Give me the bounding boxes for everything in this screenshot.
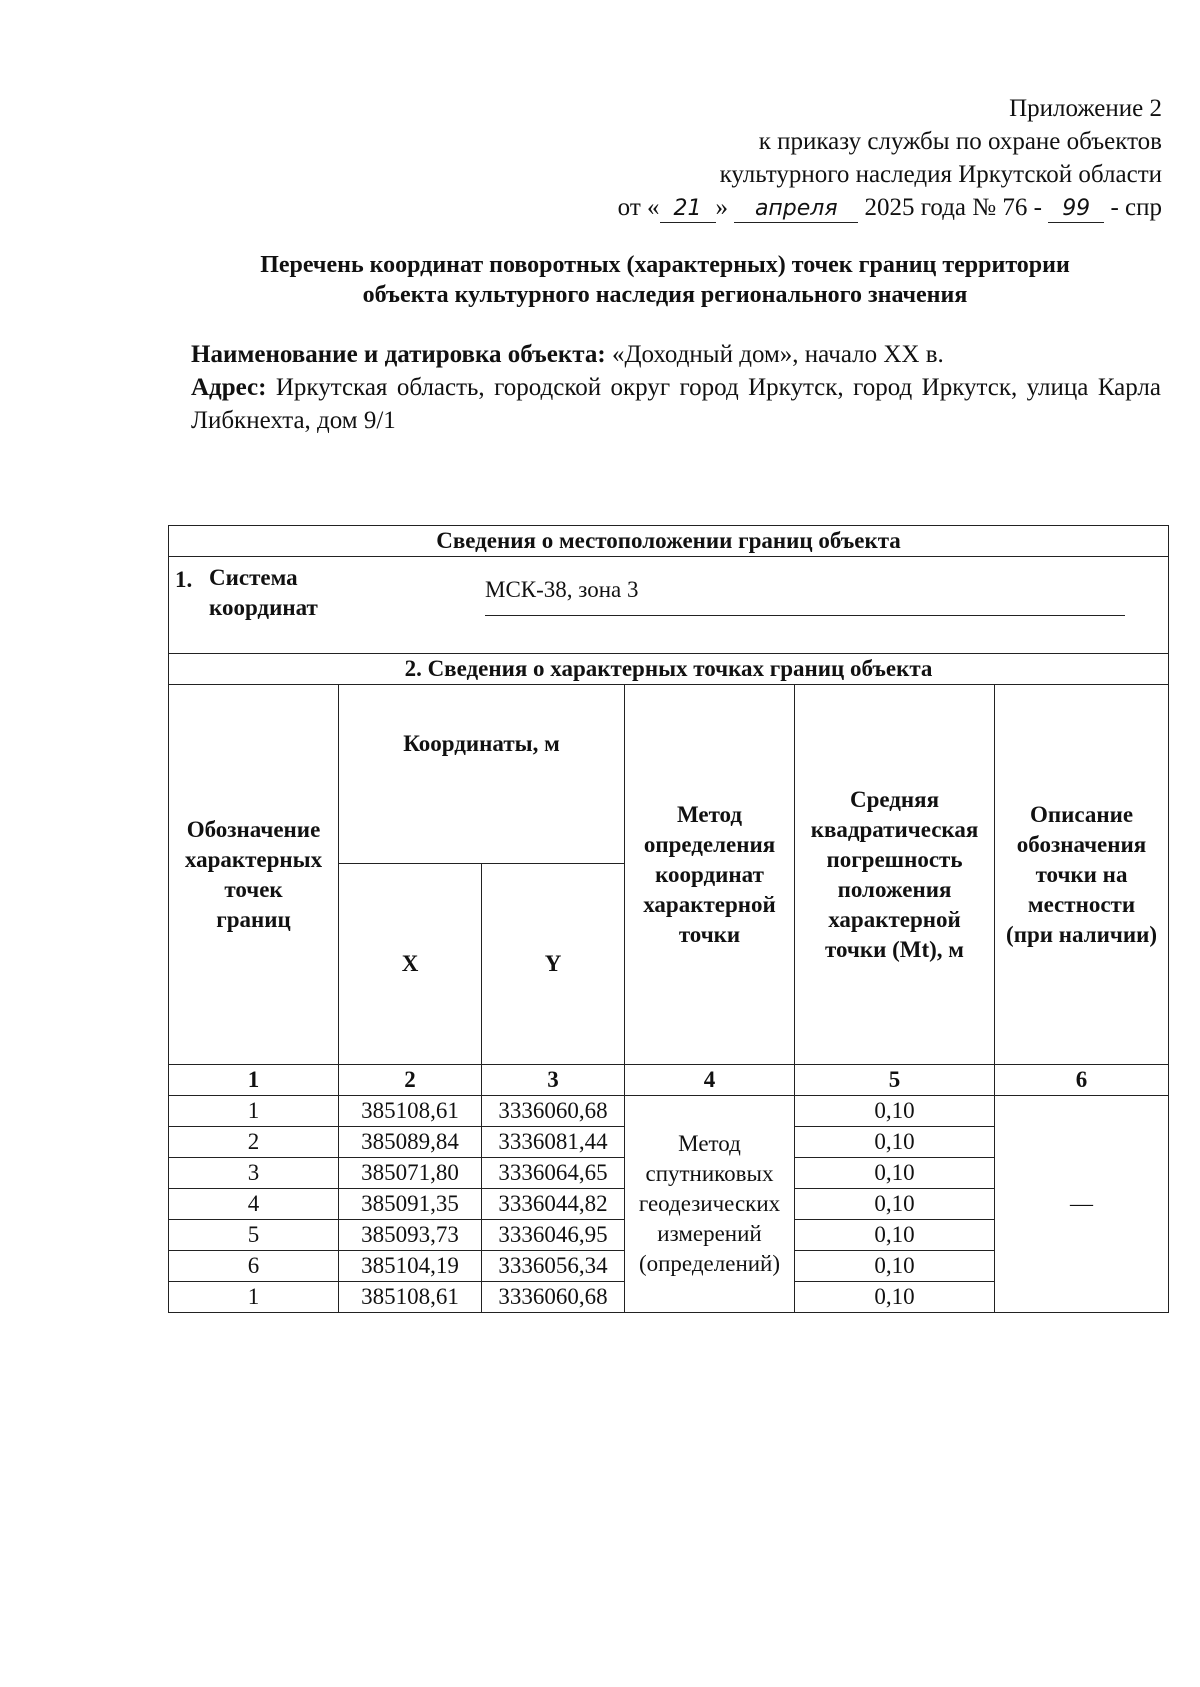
text-line: погрешность — [826, 846, 963, 872]
text-line: точки — [678, 921, 741, 947]
title-line-1: Перечень координат поворотных (характерных) точек границ территории — [260, 252, 1070, 278]
col-header-y: Y — [482, 864, 625, 1065]
year-part: 2025 года № 76 - — [864, 194, 1042, 221]
text-line: квадратическая — [810, 816, 979, 842]
point-id: 2 — [169, 1127, 339, 1158]
point-id: 6 — [169, 1251, 339, 1282]
point-id: 1 — [169, 1096, 339, 1127]
accuracy-mt: 0,10 — [795, 1220, 995, 1251]
system-value: МСК-38, зона 3 — [485, 575, 1125, 616]
coord-x: 385108,61 — [339, 1096, 482, 1127]
text-line: обозначения — [1016, 831, 1147, 857]
col-header-x: X — [339, 864, 482, 1065]
day-suffix: » — [715, 194, 729, 221]
appendix-block — [618, 92, 1162, 224]
column-number: 6 — [995, 1065, 1169, 1096]
coord-x: 385091,35 — [339, 1189, 482, 1220]
text-line: характерной — [828, 906, 961, 932]
section-2-header: 2. Сведения о характерных точках границ объекта — [169, 654, 1169, 685]
appendix-line-3: культурного наследия Иркутской области — [719, 161, 1162, 188]
text-line: определения — [643, 831, 776, 857]
col-header-description — [995, 685, 1169, 1065]
column-number: 5 — [795, 1065, 995, 1096]
text-line: (при наличии) — [1006, 921, 1157, 947]
accuracy-mt: 0,10 — [795, 1096, 995, 1127]
coord-y: 3336044,82 — [482, 1189, 625, 1220]
title-line-2: объекта культурного наследия регионального значения — [362, 282, 968, 308]
text-line: точек — [224, 876, 283, 902]
appendix-line-2: к приказу службы по охране объектов — [758, 128, 1162, 155]
coordinate-system-row — [169, 557, 1169, 654]
col-header-point — [169, 685, 339, 1065]
col-header-accuracy — [795, 685, 995, 1065]
accuracy-mt: 0,10 — [795, 1158, 995, 1189]
text-line: Метод — [678, 1131, 741, 1156]
point-id: 3 — [169, 1158, 339, 1189]
column-number: 2 — [339, 1065, 482, 1096]
point-id: 4 — [169, 1189, 339, 1220]
table-row — [169, 1096, 1169, 1127]
coord-x: 385071,80 — [339, 1158, 482, 1189]
coord-y: 3336056,34 — [482, 1251, 625, 1282]
coord-y: 3336046,95 — [482, 1220, 625, 1251]
text-line: характерных — [184, 846, 323, 872]
appendix-line-1: Приложение 2 — [1009, 95, 1162, 122]
system-label-line-1: Система — [209, 565, 298, 590]
text-line: Обозначение — [186, 816, 321, 842]
accuracy-mt: 0,10 — [795, 1251, 995, 1282]
column-number-row — [169, 1065, 1169, 1096]
system-label — [209, 563, 318, 623]
description-cell: — — [995, 1096, 1169, 1313]
handwritten-order-number: 99 — [1048, 196, 1104, 223]
order-suffix: - спр — [1110, 194, 1162, 221]
text-line: координат — [655, 861, 764, 887]
accuracy-mt: 0,10 — [795, 1127, 995, 1158]
point-id: 5 — [169, 1220, 339, 1251]
coord-y: 3336081,44 — [482, 1127, 625, 1158]
appendix-date-line — [618, 191, 1162, 224]
col-header-method — [625, 685, 795, 1065]
text-line: точки на — [1035, 861, 1128, 887]
document-title — [170, 250, 1160, 310]
table-header: Сведения о местоположении границ объекта — [169, 526, 1169, 557]
coord-x: 385093,73 — [339, 1220, 482, 1251]
accuracy-mt: 0,10 — [795, 1282, 995, 1313]
object-address-label: Адрес: — [191, 374, 267, 401]
text-line: Описание — [1029, 801, 1134, 827]
text-line: измерений — [657, 1221, 762, 1246]
text-line: характерной — [643, 891, 776, 917]
coordinates-table — [168, 525, 1169, 1313]
col-header-coords: Координаты, м — [339, 685, 625, 864]
method-cell — [625, 1096, 795, 1313]
accuracy-mt: 0,10 — [795, 1189, 995, 1220]
text-line: границ — [216, 906, 291, 932]
text-line: спутниковых — [645, 1161, 774, 1186]
text-line: положения — [837, 876, 952, 902]
date-prefix: от « — [617, 194, 660, 221]
text-line: геодезических — [638, 1191, 781, 1216]
coord-x: 385089,84 — [339, 1127, 482, 1158]
handwritten-month: апреля — [734, 196, 858, 223]
text-line: Средняя — [849, 786, 940, 812]
object-address-value: Иркутская область, городской округ город Иркутск, город Иркутск, улица Карла Либкнехта, дом 9/1 — [191, 374, 1162, 434]
column-number: 4 — [625, 1065, 795, 1096]
object-address-line — [191, 371, 1161, 437]
object-name-line — [191, 338, 1161, 371]
coord-y: 3336060,68 — [482, 1282, 625, 1313]
system-number: 1. — [175, 567, 193, 592]
text-line: местности — [1027, 891, 1136, 917]
point-id: 1 — [169, 1282, 339, 1313]
object-name-label: Наименование и датировка объекта: — [191, 341, 606, 368]
column-number: 3 — [482, 1065, 625, 1096]
object-info — [191, 338, 1161, 437]
text-line: (определений) — [638, 1251, 781, 1276]
coord-x: 385108,61 — [339, 1282, 482, 1313]
system-label-line-2: координат — [209, 595, 318, 620]
coord-x: 385104,19 — [339, 1251, 482, 1282]
text-line: точки (Mt), м — [825, 936, 964, 962]
column-number: 1 — [169, 1065, 339, 1096]
text-line: Метод — [676, 801, 743, 827]
coord-y: 3336064,65 — [482, 1158, 625, 1189]
object-name-value: «Доходный дом», начало XX в. — [611, 341, 944, 368]
coord-y: 3336060,68 — [482, 1096, 625, 1127]
handwritten-day: 21 — [660, 196, 716, 223]
